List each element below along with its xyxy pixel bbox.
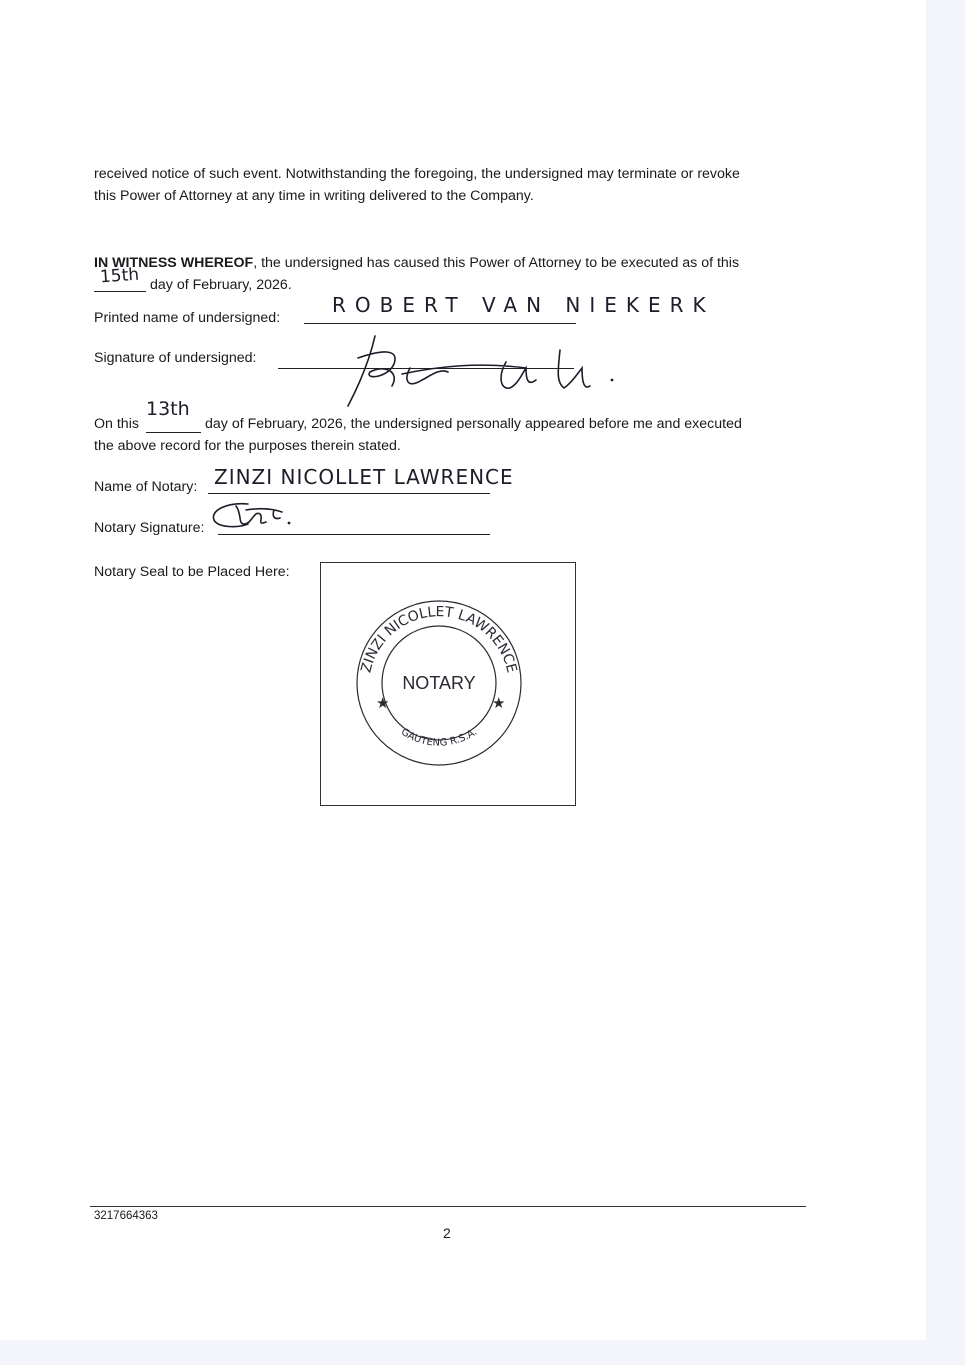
footer-divider [90, 1206, 806, 1207]
on-this-line-2: the above record for the purposes therein stated. [94, 438, 401, 454]
notary-seal [354, 598, 524, 768]
notary-seal-label: Notary Seal to be Placed Here: [94, 564, 290, 580]
notary-seal-box [320, 562, 576, 806]
notary-signature [208, 496, 298, 536]
seal-ring-top-path: ZINZI NICOLLET LAWRENCE [358, 604, 520, 675]
witness-heading: IN WITNESS WHEREOF [94, 255, 254, 271]
signature-label: Signature of undersigned: [94, 350, 257, 366]
page-number: 2 [443, 1225, 451, 1241]
handwritten-notary-name: ZINZI NICOLLET LAWRENCE [214, 465, 514, 489]
paragraph-line: this Power of Attorney at any time in writing delivered to the Company. [94, 188, 534, 204]
handwritten-on-this-day: 13th [146, 398, 190, 420]
seal-center-text: NOTARY [402, 673, 476, 693]
witness-day-text: day of February, 2026. [150, 277, 292, 293]
on-this-day-underline [146, 432, 201, 433]
witness-clause-text: , the undersigned has caused this Power of Attorney to be executed as of this [253, 255, 740, 271]
notary-name-line [208, 493, 490, 494]
witness-clause [94, 252, 739, 274]
date-underline [94, 291, 146, 292]
seal-star-left: ★ [376, 694, 390, 712]
on-this-prefix: On this [94, 416, 139, 432]
notary-name-label: Name of Notary: [94, 479, 198, 495]
undersigned-signature [330, 328, 630, 410]
printed-name-label: Printed name of undersigned: [94, 310, 281, 326]
on-this-text: day of February, 2026, the undersigned personally appeared before me and executed [205, 416, 742, 432]
printed-name-line [304, 323, 576, 324]
seal-ring-bottom-path: GAUTENG R.S.A. [398, 726, 480, 749]
handwritten-printed-name: ROBERT VAN NIEKERK [332, 293, 715, 317]
document-number: 3217664363 [94, 1210, 158, 1222]
handwritten-day: 15th [99, 264, 140, 288]
seal-star-right: ★ [492, 694, 506, 712]
notary-signature-label: Notary Signature: [94, 520, 205, 536]
paragraph-line: received notice of such event. Notwithstanding the foregoing, the undersigned may terminate or revoke [94, 166, 740, 182]
